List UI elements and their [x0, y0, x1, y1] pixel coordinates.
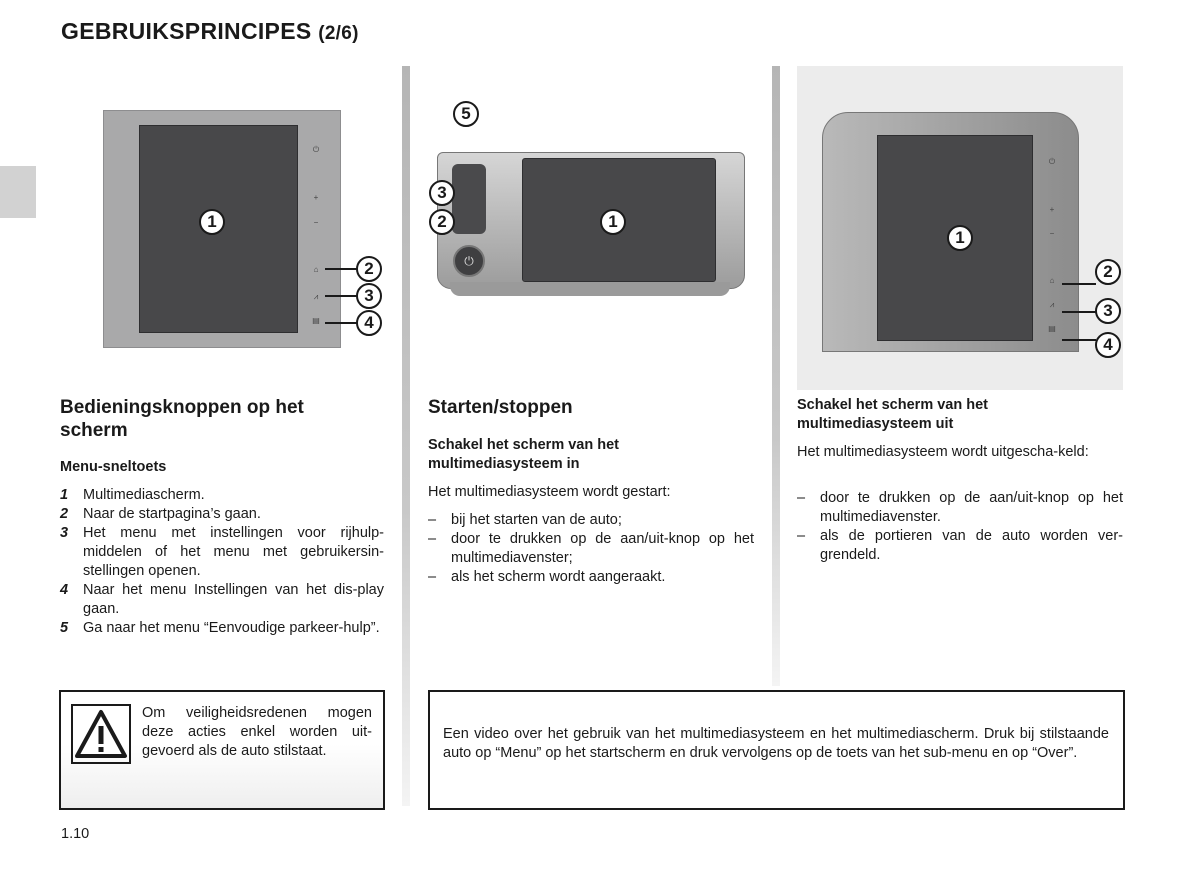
- column-divider-left: [402, 66, 410, 806]
- list-item: [60, 524, 384, 581]
- col3-list: [797, 489, 1123, 565]
- col2-heading: Starten/stoppen: [428, 397, 573, 418]
- list-item-number: 4: [60, 582, 69, 598]
- driving-aid-icon: ⩘: [313, 292, 319, 301]
- column-divider-right: [772, 66, 780, 686]
- figure2-device-base: [450, 282, 730, 296]
- figure1-callout-4: 4: [356, 310, 382, 336]
- warning-box: [59, 690, 385, 810]
- plus-icon: +: [1049, 205, 1055, 214]
- list-item-text: als het scherm wordt aangeraakt.: [451, 569, 666, 585]
- figure3-leader-3: [1062, 311, 1096, 313]
- figure1-leader-3: [325, 295, 357, 297]
- list-item-text: Naar de startpagina’s gaan.: [83, 506, 261, 522]
- list-item: – door te drukken op de aan/uit-knop op het multimediavenster.: [797, 490, 1123, 525]
- figure3-callout-1: 1: [947, 225, 973, 251]
- warning-triangle-icon: [71, 704, 131, 764]
- display-settings-icon: ▤: [312, 316, 320, 325]
- list-item: – door te drukken op de aan/uit-knop op het multimediavenster;: [428, 531, 754, 566]
- list-item: [60, 619, 384, 638]
- list-item: [60, 486, 384, 505]
- figure1-callout-1: 1: [199, 209, 225, 235]
- page-number: 1.10: [61, 826, 90, 842]
- figure3-callout-2: 2: [1095, 259, 1121, 285]
- col2-subheading: Schakel het scherm van het multimediasysteem in: [428, 437, 619, 472]
- list-item-number: 3: [60, 525, 69, 541]
- page-title-main: GEBRUIKSPRINCIPES: [61, 18, 312, 44]
- driving-aid-icon: ⩘: [1049, 300, 1055, 309]
- figure1-callout-2: 2: [356, 256, 382, 282]
- figure2-callout-5: 5: [453, 101, 479, 127]
- list-item: – als de portieren van de auto worden ver-grendeld.: [797, 528, 1123, 563]
- list-item-text: Het menu met instellingen voor rijhulp-middelen of het menu met gebruikersin-stellingen openen.: [83, 525, 384, 579]
- list-item: [60, 581, 384, 619]
- figure3-leader-2: [1062, 283, 1096, 285]
- list-item-text: als de portieren van de auto worden ver-grendeld.: [820, 528, 1123, 563]
- list-item: [60, 505, 384, 524]
- col2-intro: Het multimediasysteem wordt gestart:: [428, 484, 671, 500]
- col1-subheading: Menu-sneltoets: [60, 459, 167, 475]
- info-box: [428, 690, 1125, 810]
- list-item-text: Ga naar het menu “Eenvoudige parkeer-hulp”.: [83, 620, 380, 636]
- figure1-callout-3: 3: [356, 283, 382, 309]
- info-text: Een video over het gebruik van het multimediasysteem en het multimediascherm. Druk bij stilstaande auto op “Menu” op het startscherm en druk vervolgens op de toets van het sub-menu en op “Over”.: [443, 726, 1109, 761]
- list-item-text: Multimediascherm.: [83, 487, 205, 503]
- section-tab-marker: [0, 166, 36, 218]
- col2-list: [428, 511, 754, 587]
- figure1-leader-4: [325, 322, 357, 324]
- col3-subheading: Schakel het scherm van het multimediasysteem uit: [797, 397, 988, 432]
- plus-icon: +: [313, 193, 319, 202]
- minus-icon: −: [1049, 229, 1055, 238]
- home-icon: ⌂: [313, 265, 319, 274]
- figure3-leader-4: [1062, 339, 1096, 341]
- home-icon: ⌂: [1049, 276, 1055, 285]
- list-item-number: 2: [60, 506, 69, 522]
- list-item-number: 5: [60, 620, 69, 636]
- power-icon: ⏻: [453, 245, 485, 277]
- page-title-suffix: (2/6): [318, 23, 359, 44]
- display-settings-icon: ▤: [1048, 324, 1056, 333]
- list-item-text: Naar het menu Instellingen van het dis-play gaan.: [83, 582, 384, 617]
- page-title: [61, 18, 359, 45]
- list-item-number: 1: [60, 487, 69, 503]
- list-item-text: bij het starten van de auto;: [451, 512, 622, 528]
- figure2-callout-2: 2: [429, 209, 455, 235]
- col3-intro: Het multimediasysteem wordt uitgescha-keld:: [797, 444, 1089, 460]
- figure2-button-panel: [452, 164, 486, 234]
- figure2-callout-3: 3: [429, 180, 455, 206]
- minus-icon: −: [313, 218, 319, 227]
- power-icon: ⏻: [1048, 157, 1056, 166]
- col1-heading: Bedieningsknoppen op het scherm: [60, 397, 304, 441]
- figure2-callout-1: 1: [600, 209, 626, 235]
- figure3-callout-3: 3: [1095, 298, 1121, 324]
- list-item-text: door te drukken op de aan/uit-knop op het multimediavenster;: [451, 531, 754, 566]
- power-icon: ⏻: [312, 145, 320, 154]
- figure1-leader-2: [325, 268, 357, 270]
- list-item: – bij het starten van de auto;: [428, 512, 622, 528]
- figure3-callout-4: 4: [1095, 332, 1121, 358]
- col1-list: [60, 486, 384, 638]
- list-item-text: door te drukken op de aan/uit-knop op het multimediavenster.: [820, 490, 1123, 525]
- list-item: – als het scherm wordt aangeraakt.: [428, 569, 666, 585]
- warning-text: Om veiligheidsredenen mogen deze acties enkel worden uit-gevoerd als de auto stilstaat.: [142, 705, 372, 759]
